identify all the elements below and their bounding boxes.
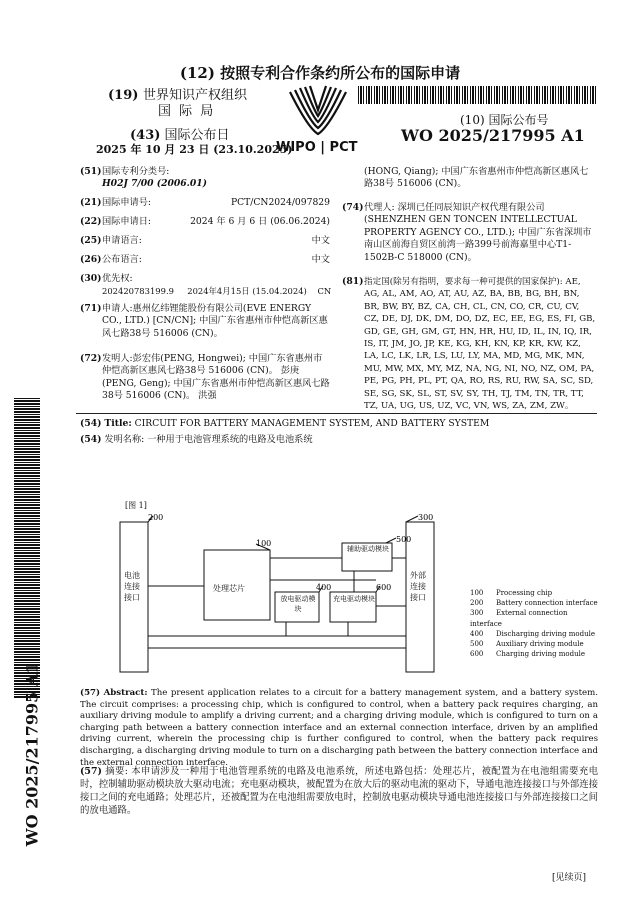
pubno-value: WO 2025/217995 A1 xyxy=(401,126,585,145)
document-title: (12) 按照专利合作条约所公布的国际申请 xyxy=(179,64,461,82)
pubdate-label: 国际公布日 xyxy=(164,128,230,143)
side-pubno: WO 2025/217995 A1 xyxy=(22,662,42,847)
ref-500: 500 xyxy=(396,535,412,544)
logo-text: WIPO | PCT xyxy=(276,140,358,155)
external-interface-label: 外部连接接口 xyxy=(410,571,426,602)
field-72-continued: (HONG, Qiang); 中国广东省惠州市仲恺高新区惠风七路38号 516006 (CN)。 xyxy=(364,166,589,190)
ref-600: 600 xyxy=(376,583,392,592)
legend-item: 600 Charging driving module xyxy=(470,650,586,659)
field-22: (22) 国际申请日: 2024 年 6 月 6 日 (06.06.2024) xyxy=(80,216,330,227)
header-barcode xyxy=(358,86,598,104)
charge-label: 充电驱动模块 xyxy=(333,595,375,603)
field-71: (71) 申请人:惠州亿纬锂能股份有限公司(EVE ENERGY CO., LTD.) [CN/CN]; 中国广东省惠州市仲恺高新区惠风七路38号 516006 (CN)。 xyxy=(80,303,328,339)
abstract-cn: (57) 摘要: 本申请涉及一种用于电池管理系统的电路及电池系统，所述电路包括：处理芯片，被配置为在电池组需要充电时，控制辅助驱动模块放大驱动电流；充电驱动模块，被配置为在放大后的驱动电流的驱动下，导通电池连接接口与外部连接接口之间的充电通路；处理芯片，还被配置为在电池组需要放电时，控制放电驱动模块导通电池连接接口与外部连接接口之间的放电通路。 xyxy=(80,766,598,816)
field-21: (21) 国际申请号: PCT/CN2024/097829 xyxy=(80,197,330,208)
right-column xyxy=(342,166,597,412)
pubno-label: 国际公布号 xyxy=(488,113,549,127)
legend-item: 300 External connection interface xyxy=(470,609,568,628)
left-column xyxy=(80,166,330,403)
pubno-code: (10) xyxy=(460,113,485,127)
chip-label: 处理芯片 xyxy=(213,584,245,593)
legend-item: 500 Auxiliary driving module xyxy=(470,640,584,649)
figure-caption: [图 1] xyxy=(125,501,147,510)
title-en: (54) Title: CIRCUIT FOR BATTERY MANAGEMENT SYSTEM, AND BATTERY SYSTEM xyxy=(80,418,490,429)
figure-legend xyxy=(470,588,598,659)
field-74: (74) 代理人: 深圳已任同辰知识产权代理有限公司(SHENZHEN GEN TONCEN INTELLECTUAL PROPERTY AGENCY CO., LTD.); 中国广东省深圳市南山区前海自贸区前湾一路399号前海嘉里中心T1-1502B-C 518000 (CN)。 xyxy=(342,202,592,263)
field-51: (51) 国际专利分类号: H02J 7/00 (2006.01) xyxy=(80,166,207,189)
ref-100: 100 xyxy=(256,539,272,548)
title-cn: (54) 发明名称: 一种用于电池管理系统的电路及电池系统 xyxy=(80,434,313,445)
pubdate-code: (43) xyxy=(130,128,161,143)
abstract-en: (57) Abstract: The present application relates to a circuit for a battery management system, and a battery system. The circuit comprises: a processing chip, which is configured to control, when a battery pack requires charging, an auxiliary driving module to amplify a driving current; and a charging driving module, which is configured to turn on a charging path between a battery connection interface and an external connection interface, driven by an amplified driving current, wherein the processing chip is further configured to control, when the battery pack requires discharging, a discharging driving module to turn on a discharging path between the battery connection interface and the external connection interface. xyxy=(80,688,599,768)
divider xyxy=(76,413,597,414)
field-26: (26) 公布语言: 中文 xyxy=(80,254,330,265)
field-25: (25) 申请语言: 中文 xyxy=(80,235,330,246)
pubdate-value: 2025 年 10 月 23 日 (23.10.2025) xyxy=(96,143,293,156)
continued-note: [见续页] xyxy=(552,873,587,883)
legend-item: 100 Processing chip xyxy=(470,589,553,597)
ref-400: 400 xyxy=(316,583,332,592)
battery-interface-label: 电池连接接口 xyxy=(124,571,140,602)
field-81: (81) 指定国(除另有指明，要求每一种可提供的国家保护): AE, AG, AL, AM, AO, AT, AU, AZ, BA, BB, BG, BH, BN, BR, BW, BY, BZ, CA, CH, CL, CN, CO, CR, CU, CV, CZ, DE, DJ, DK, DM, DO, DZ, EC, EE, EG, ES, FI, GB, GD, GE, GH, GM, GT, HN, HR, HU, ID, IL, IN, IQ, IR, IS, IT, JM, JO, JP, KE, KG, KH, KN, KP, KR, KW, KZ, LA, LC, LK, LR, LS, LU, LY, MA, MD, MG, MK, MN, MU, MW, MX, MY, MZ, NA, NG, NI, NO, NZ, OM, PA, PE, PG, PH, PL, PT, QA, RO, RS, RU, RW, SA, SC, SD, SE, SG, SK, SL, ST, SV, SY, TH, TJ, TM, TN, TR, TT, TZ, UA, UG, US, UZ, VC, VN, WS, ZA, ZM, ZW。 xyxy=(342,276,596,412)
aux-label: 辅助驱动模块 xyxy=(347,545,389,553)
side-barcode xyxy=(14,398,40,698)
org-bureau: 国 际 局 xyxy=(158,104,216,119)
legend-item: 400 Discharging driving module xyxy=(470,629,596,638)
field-72: (72) 发明人:彭宏伟(PENG, Hongwei); 中国广东省惠州市仲恺高新区惠风七路38号 516006 (CN)。 彭庚 (PENG, Geng); 中国广东省惠州市仲恺高新区惠风七路38号 516006 (CN)。 洪强 xyxy=(80,353,330,402)
wipo-logo xyxy=(268,84,368,160)
field-30: (30) 优先权: 202420783199.9 2024年4月15日 (15.04.2024) CN xyxy=(80,273,332,296)
ref-300: 300 xyxy=(418,513,434,522)
org-name: 世界知识产权组织 xyxy=(142,88,247,103)
ref-200: 200 xyxy=(148,513,164,522)
discharge-label: 放电驱动模块 xyxy=(280,595,316,613)
org-code: (19) xyxy=(108,88,139,103)
legend-item: 200 Battery connection interface xyxy=(470,599,598,608)
